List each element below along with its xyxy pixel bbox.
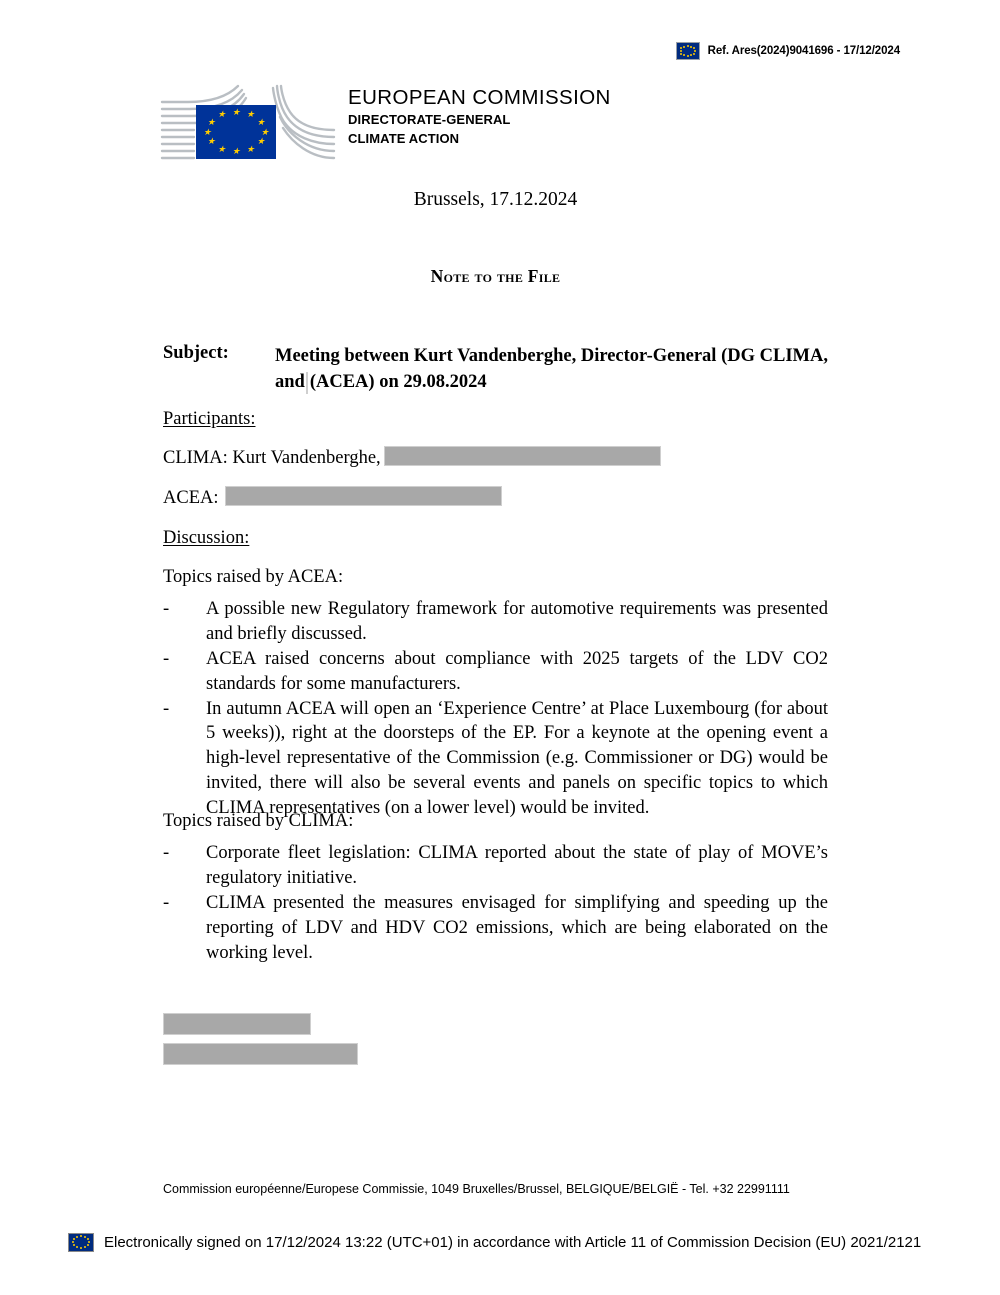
list-item [163, 697, 828, 821]
place-and-date: Brussels, 17.12.2024 [413, 189, 578, 210]
acea-bullet-list [163, 597, 828, 821]
logo-subtitle-dg: DIRECTORATE-GENERAL [348, 112, 511, 128]
bullet-marker: - [163, 892, 170, 913]
subject-text-part1: Meeting between Kurt Vandenberghe, Director-General (DG CLIMA, and [275, 346, 828, 393]
subject-text [275, 343, 828, 396]
ares-reference-header [676, 42, 900, 60]
acea-topics-heading: Topics raised by ACEA: [163, 567, 344, 587]
subject-label: Subject: [163, 343, 229, 363]
eu-stars [196, 105, 276, 159]
bullet-marker: - [163, 698, 170, 719]
eu-flag-icon [68, 1233, 94, 1252]
list-item [163, 891, 828, 966]
logo-subtitle-unit: CLIMATE ACTION [348, 130, 460, 146]
eu-flag-icon [676, 42, 700, 60]
list-item [163, 647, 828, 697]
ares-reference-text: Ref. Ares(2024)9041696 - 17/12/2024 [707, 45, 900, 57]
redaction-block [225, 486, 502, 506]
list-item [163, 597, 828, 647]
electronic-signature-text: Electronically signed on 17/12/2024 13:22 (UTC+01) in accordance with Article 11 of Commission Decision (EU) 2021/2121 [104, 1233, 922, 1251]
page-title: Note to the File [430, 266, 561, 286]
logo-title: EUROPEAN COMMISSION [348, 86, 611, 109]
clima-topics-heading: Topics raised by CLIMA: [163, 811, 354, 831]
electronic-signature-bar [0, 1222, 1000, 1262]
bullet-marker: - [163, 648, 170, 669]
list-item-text: In autumn ACEA will open an ‘Experience Centre’ at Place Luxembourg (for about 5 weeks)), right at the doorsteps of the EP. For a keynote at the opening event a high-level representative of the Commission (e.g. Commissioner or DG) would be invited, there will also be several events and panels on specific topics to which CLIMA representatives (on a lower level) would be invited. [206, 698, 828, 818]
clima-bullet-list [163, 841, 828, 965]
subject-text-part2: (ACEA) on 29.08.2024 [309, 372, 487, 393]
european-commission-logo [160, 84, 620, 168]
list-item [163, 841, 828, 891]
participants-heading: Participants: [163, 409, 256, 429]
list-item-text: ACEA raised concerns about compliance with 2025 targets of the LDV CO2 standards for some manufacturers. [206, 648, 828, 694]
list-item-text: Corporate fleet legislation: CLIMA reported about the state of play of MOVE’s regulatory initiative. [206, 843, 828, 888]
redaction-block [163, 1043, 358, 1065]
eu-stars [69, 1234, 93, 1251]
list-item-text: A possible new Regulatory framework for automotive requirements was presented and briefly discussed. [206, 599, 828, 644]
discussion-heading: Discussion: [163, 528, 250, 548]
redaction-block [163, 1013, 311, 1035]
participant-acea: ACEA: [163, 488, 219, 508]
redaction-block [384, 446, 661, 466]
participant-clima: CLIMA: Kurt Vandenberghe, [163, 448, 381, 468]
eu-stars [677, 43, 699, 59]
logo-text-block [348, 86, 611, 147]
page-footer: Commission européenne/Europese Commissie, 1049 Bruxelles/Brussel, BELGIQUE/BELGIË - Tel. +32 22991111 [163, 1182, 790, 1196]
eu-flag-icon [196, 105, 276, 159]
bullet-marker: - [163, 599, 170, 619]
subject-row [163, 343, 828, 396]
bullet-marker: - [163, 843, 170, 863]
redaction-block [306, 372, 308, 394]
list-item-text: CLIMA presented the measures envisaged for simplifying and speeding up the reporting of LDV and HDV CO2 emissions, which are being elaborated on the working level. [206, 892, 828, 963]
